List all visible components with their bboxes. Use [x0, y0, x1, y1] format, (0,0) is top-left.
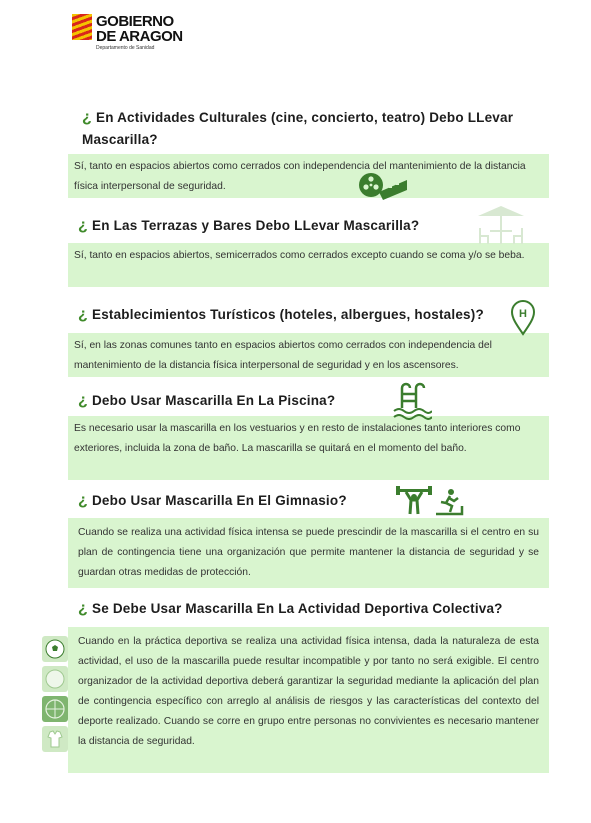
treadmill-runner-icon [434, 488, 464, 516]
logo-subtitle: Departamento de Sanidad [96, 45, 155, 51]
question-tourism-text: Establecimientos Turísticos (hoteles, albergues, hostales)? [91, 307, 484, 322]
answer-gym-text: Cuando se realiza una actividad física intensa se puede prescindir de la mascarilla si el centro en su plan de contingencia tiene una organización que permite mantener la distancia de seguridad y se guardan otras medidas de protección. [78, 527, 539, 578]
answer-pool-text: Es necesario usar la mascarilla en los vestuarios y en resto de instalaciones tanto interiores como exteriores, incluida la zona de baño. La mascarilla se quitará en el momento del baño. [74, 423, 521, 454]
question-terraces [78, 215, 419, 237]
film-reel-icon [357, 168, 409, 206]
terrace-table-icon [474, 204, 528, 246]
answer-cultural-text: Sí, tanto en espacios abiertos como cerrados con independencia del mantenimiento de la distancia física interpersonal de seguridad. [74, 161, 526, 192]
question-terraces-text: En Las Terrazas y Bares Debo LLevar Mascarilla? [91, 218, 420, 233]
question-cultural [82, 107, 552, 151]
logo-line1: GOBIERNO [96, 13, 174, 30]
answer-terraces [68, 243, 549, 287]
aragon-flag-icon [72, 14, 92, 40]
answer-gym [68, 518, 549, 588]
question-team-sport [78, 598, 503, 620]
question-mark: ¿ [78, 600, 88, 617]
volleyball-icon [42, 666, 68, 692]
question-team-sport-text: Se Debe Usar Mascarilla En La Actividad Deportiva Colectiva? [91, 601, 503, 616]
question-cultural-line2: Mascarilla? [82, 132, 158, 147]
question-pool [78, 390, 335, 412]
basketball-icon [42, 696, 68, 722]
question-mark: ¿ [78, 492, 88, 509]
pool-icon [392, 382, 432, 420]
question-gym [78, 490, 347, 512]
answer-cultural [68, 154, 549, 198]
answer-team-sport-text: Cuando en la práctica deportiva se realiza una actividad física intensa, dada la naturaleza de esta actividad, el uso de la mascarilla puede resultar incompatible y por tanto no será exigible. El centro organizador de la actividad deportiva deberá garantizar la seguridad mediante la aplicación del plan de contingencia específico con arreglo al análisis de riesgos y las características del contexto del deporte realizado. Cuando se corre en grupo entre personas no convivientes es necesario mantener la distancia de seguridad. [78, 636, 539, 747]
answer-terraces-text: Sí, tanto en espacios abiertos, semicerrados como cerrados excepto cuando se coma y/o se beba. [74, 250, 525, 261]
question-mark: ¿ [82, 109, 92, 126]
question-mark: ¿ [78, 392, 88, 409]
answer-pool [68, 416, 549, 480]
answer-team-sport [68, 627, 549, 773]
question-gym-text: Debo Usar Mascarilla En El Gimnasio? [91, 493, 347, 508]
weightlifter-icon [396, 486, 432, 516]
gobierno-aragon-logo [72, 14, 183, 51]
soccer-ball-icon [42, 636, 68, 662]
answer-tourism [68, 333, 549, 377]
answer-tourism-text: Sí, en las zonas comunes tanto en espacios abiertos como cerrados con independencia del mantenimiento de la distancia física interpersonal de seguridad y en los ascensores. [74, 340, 492, 371]
question-mark: ¿ [78, 217, 88, 234]
question-cultural-line1: En Actividades Culturales (cine, concierto, teatro) Debo LLevar [95, 110, 514, 125]
svg-text:H: H [519, 308, 527, 320]
question-mark: ¿ [78, 306, 88, 323]
question-tourism [78, 304, 484, 326]
question-pool-text: Debo Usar Mascarilla En La Piscina? [91, 393, 336, 408]
jersey-icon [42, 726, 68, 752]
logo-line2: DE ARAGON [96, 28, 183, 45]
hotel-pin-icon [510, 300, 536, 336]
